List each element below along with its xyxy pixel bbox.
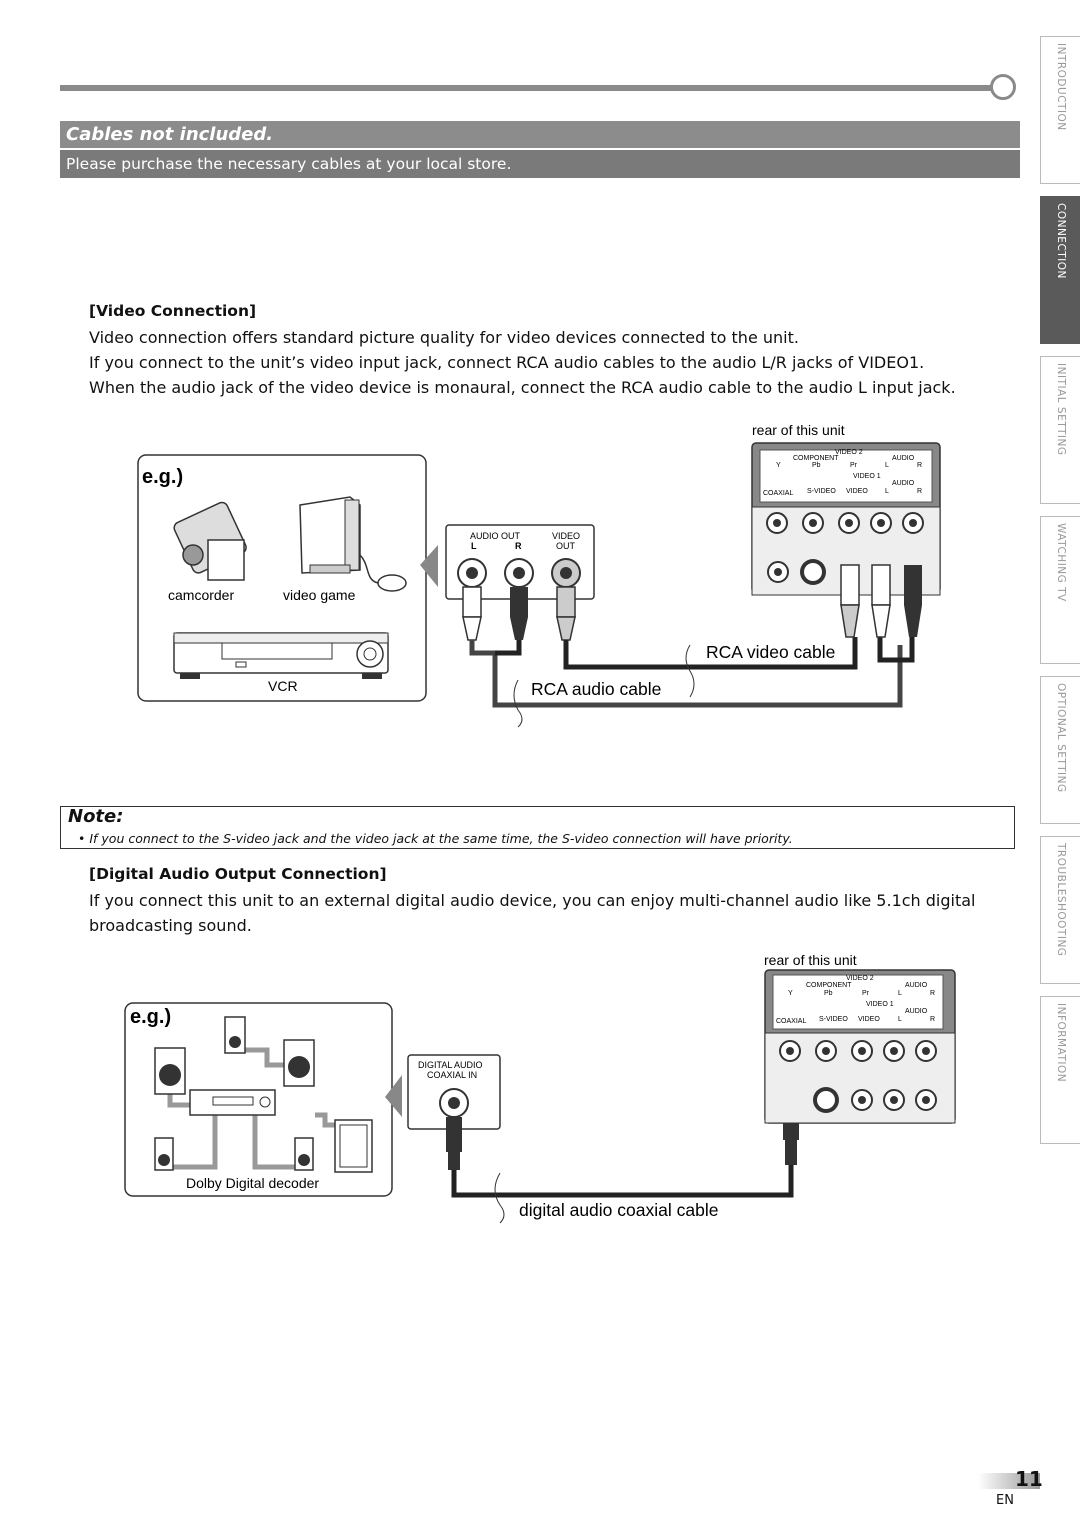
panel2-video2: VIDEO 2: [846, 975, 874, 982]
digital-audio-body: [89, 888, 976, 938]
note-title: Note:: [68, 806, 124, 827]
top-rule: [60, 85, 995, 91]
panel2-audio-2: AUDIO: [905, 1008, 928, 1015]
tab-watching-tv[interactable]: [1040, 516, 1080, 664]
tab-information[interactable]: [1040, 996, 1080, 1144]
tab-troubleshooting-label: TROUBLESHOOTING: [1054, 843, 1067, 957]
panel2-audio-1: AUDIO: [905, 982, 928, 989]
rca-video-cable-label: RCA video cable: [706, 642, 836, 662]
top-rule-ring: [990, 74, 1016, 100]
panel2-pb: Pb: [824, 990, 833, 997]
video-connection-line-2: If you connect to the unit’s video input jack, connect RCA audio cables to the audio L/R jacks of VIDEO1.: [89, 353, 925, 372]
tab-introduction-label: INTRODUCTION: [1054, 43, 1067, 131]
panel-video: VIDEO: [846, 488, 868, 495]
panel2-y: Y: [788, 990, 793, 997]
panel-video1: VIDEO 1: [853, 473, 881, 480]
panel2-video: VIDEO: [858, 1016, 880, 1023]
language-label: EN: [996, 1493, 1014, 1508]
digital-audio-line-1: If you connect this unit to an external digital audio device, you can enjoy multi-channel audio like 5.1ch digital: [89, 891, 976, 910]
panel-l-2: L: [885, 488, 889, 495]
cables-header-title: Cables not included.: [66, 124, 274, 145]
video-out-label-2: OUT: [556, 541, 575, 551]
camcorder-label: camcorder: [168, 587, 235, 603]
panel-component: COMPONENT: [793, 455, 839, 462]
note-text: • If you connect to the S-video jack and the video jack at the same time, the S-video connection will have priority.: [78, 831, 793, 846]
rca-audio-cable-label: RCA audio cable: [531, 679, 662, 699]
panel2-l-1: L: [898, 990, 902, 997]
tab-watching-tv-label: WATCHING TV: [1054, 523, 1067, 602]
rear-unit-label-1: rear of this unit: [752, 422, 845, 438]
tab-troubleshooting[interactable]: [1040, 836, 1080, 984]
digital-eg-label: e.g.): [130, 1006, 172, 1028]
panel-audio-1: AUDIO: [892, 455, 915, 462]
jack-l-label: L: [471, 541, 477, 551]
video-connection-heading: [Video Connection]: [89, 302, 257, 320]
tab-connection-label: CONNECTION: [1054, 203, 1067, 279]
panel-r-2: R: [917, 488, 923, 495]
panel2-r-1: R: [930, 990, 936, 997]
coaxial-cable-label: digital audio coaxial cable: [519, 1200, 719, 1220]
video-connection-line-1: Video connection offers standard picture quality for video devices connected to the unit.: [89, 328, 799, 347]
panel-coaxial: COAXIAL: [763, 490, 794, 497]
panel-pr: Pr: [850, 462, 857, 469]
decoder-label: Dolby Digital decoder: [186, 1175, 320, 1191]
panel-pb: Pb: [812, 462, 821, 469]
rear-unit-label-2: rear of this unit: [764, 952, 857, 968]
video-game-label: video game: [283, 587, 356, 603]
digital-audio-heading: [Digital Audio Output Connection]: [89, 865, 387, 883]
video-connection-diagram: [0, 415, 1040, 735]
tab-optional-setting[interactable]: [1040, 676, 1080, 824]
panel-l-1: L: [885, 462, 889, 469]
page-number: 11: [1015, 1467, 1043, 1491]
panel2-component: COMPONENT: [806, 982, 852, 989]
tab-initial-setting[interactable]: [1040, 356, 1080, 504]
tab-initial-setting-label: INITIAL SETTING: [1054, 363, 1067, 456]
vcr-icon: [174, 633, 388, 679]
panel-audio-2: AUDIO: [892, 480, 915, 487]
digital-jack-label-2: COAXIAL IN: [427, 1070, 478, 1080]
panel2-pr: Pr: [862, 990, 869, 997]
digital-jack-label-1: DIGITAL AUDIO: [418, 1060, 483, 1070]
cable-break-1: [686, 645, 694, 697]
digital-jack-center: [448, 1097, 460, 1109]
tab-introduction[interactable]: [1040, 36, 1080, 184]
panel2-l-2: L: [898, 1016, 902, 1023]
jack-r-label: R: [515, 541, 522, 551]
video-connection-body: [89, 325, 956, 400]
cables-subheader-text: Please purchase the necessary cables at your local store.: [66, 155, 512, 173]
panel2-coaxial: COAXIAL: [776, 1018, 807, 1025]
panel-y: Y: [776, 462, 781, 469]
unit-plugs: [841, 565, 922, 637]
eg-label: e.g.): [142, 466, 184, 488]
video-connection-line-3: When the audio jack of the video device is monaural, connect the RCA audio cable to the audio L input jack.: [89, 378, 956, 397]
cables-header: [60, 121, 1020, 148]
panel2-r-2: R: [930, 1016, 936, 1023]
panel-video2: VIDEO 2: [835, 449, 863, 456]
panel-svideo: S-VIDEO: [807, 488, 836, 495]
panel2-svideo: S-VIDEO: [819, 1016, 848, 1023]
device-plugs: [463, 587, 575, 640]
tab-connection[interactable]: [1040, 196, 1080, 344]
coaxial-cable: [454, 1165, 791, 1195]
audio-out-label: AUDIO OUT: [470, 531, 521, 541]
device-jacks: [458, 559, 580, 587]
digital-audio-line-2: broadcasting sound.: [89, 916, 252, 935]
tab-information-label: INFORMATION: [1054, 1003, 1067, 1083]
digital-audio-diagram: [0, 945, 1040, 1230]
cables-subheader: [60, 150, 1020, 178]
panel-r-1: R: [917, 462, 923, 469]
vcr-label: VCR: [268, 678, 298, 694]
video-out-label-1: VIDEO: [552, 531, 581, 541]
tab-optional-setting-label: OPTIONAL SETTING: [1054, 683, 1067, 793]
coaxial-cable-break: [495, 1173, 504, 1223]
panel2-video1: VIDEO 1: [866, 1001, 894, 1008]
